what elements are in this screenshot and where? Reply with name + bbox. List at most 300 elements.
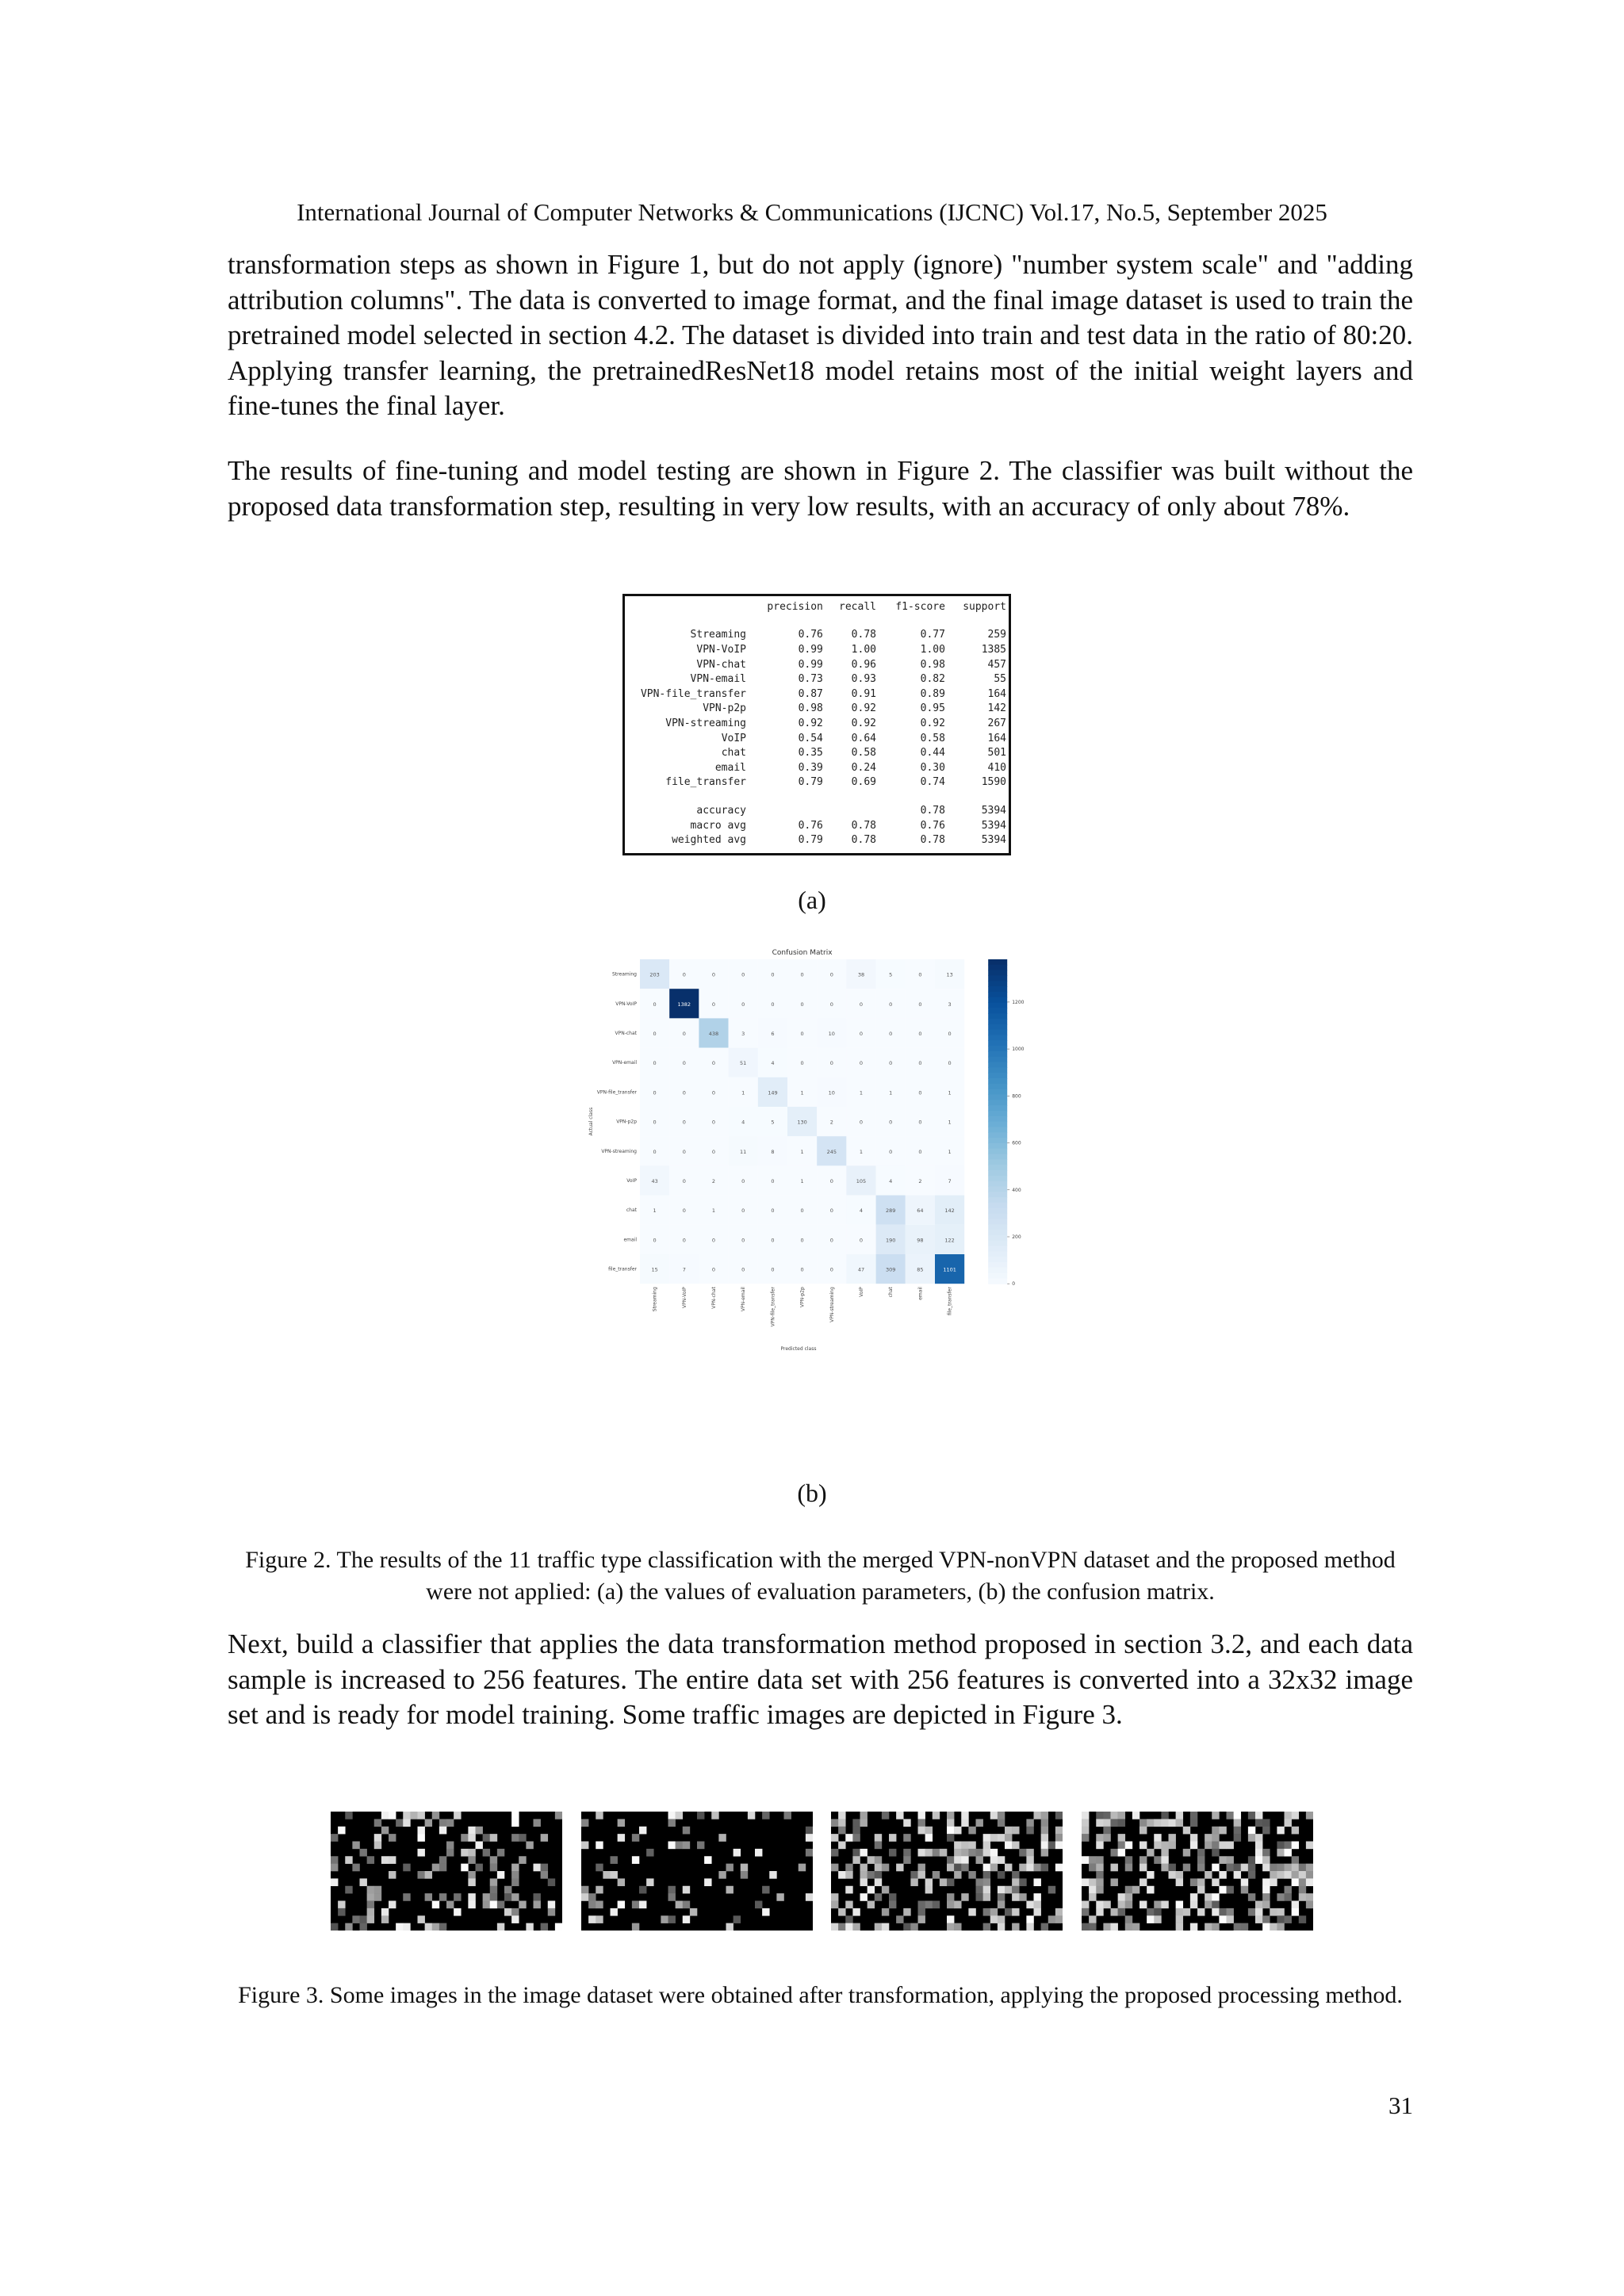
report-header-recall: recall [839,600,876,613]
traffic-pixel [1285,1842,1292,1850]
cell-value-label: 0 [771,971,775,978]
traffic-pixel [838,1908,845,1916]
traffic-pixel [1089,1915,1096,1923]
traffic-pixel [806,1827,813,1835]
traffic-pixel [1111,1812,1118,1820]
report-row-f1: 0.77 [920,629,945,641]
traffic-pixel [555,1923,562,1931]
traffic-pixel [1055,1827,1063,1835]
traffic-pixel [360,1878,367,1886]
traffic-pixel [1111,1923,1118,1931]
traffic-pixel [1103,1812,1110,1820]
traffic-pixel [1285,1819,1292,1827]
traffic-pixel [933,1871,940,1879]
traffic-pixel [882,1908,889,1916]
traffic-pixel [483,1834,490,1842]
traffic-pixel [1118,1834,1125,1842]
report-row-label: VPN-p2p [703,702,746,715]
traffic-pixel [526,1842,533,1850]
traffic-pixel [618,1878,625,1886]
traffic-pixel [1147,1886,1154,1894]
traffic-pixel [490,1878,497,1886]
cell-value-label: 0 [653,1089,657,1096]
traffic-pixel [1055,1812,1063,1820]
colorbar-segment [988,1192,1007,1197]
traffic-pixel [1270,1923,1277,1931]
traffic-pixel [381,1812,389,1820]
cell-value-label: 1 [948,1148,952,1155]
traffic-pixel [1111,1819,1118,1827]
traffic-pixel [1234,1827,1241,1835]
traffic-pixel [581,1842,588,1850]
traffic-pixel [954,1849,961,1857]
cell-value-label: 64 [917,1207,924,1215]
report-row-label: accuracy [696,804,746,817]
report-row-label: weighted avg [672,834,746,847]
traffic-pixel [446,1849,454,1857]
traffic-pixel [389,1834,396,1842]
traffic-pixel [1147,1908,1154,1916]
cell-value-label: 0 [859,1031,864,1037]
cell-value-label: 0 [948,1031,952,1037]
traffic-pixel [403,1819,410,1827]
report-row-recall: 0.64 [851,732,876,744]
traffic-pixel [1125,1842,1132,1850]
colorbar-segment [988,1019,1007,1024]
traffic-pixel [1169,1871,1176,1879]
traffic-pixel [1041,1864,1048,1872]
report-row-recall: 1.00 [851,643,876,656]
traffic-pixel [889,1901,896,1909]
traffic-pixel [1212,1864,1219,1872]
colorbar-segment [988,1111,1007,1116]
traffic-pixel [947,1856,954,1864]
traffic-pixel [534,1893,541,1901]
traffic-pixel [439,1893,446,1901]
colorbar-segment [988,959,1007,965]
traffic-pixel [611,1908,618,1916]
traffic-pixel [933,1812,940,1820]
traffic-pixel [947,1915,954,1923]
report-row-f1: 1.00 [920,643,945,656]
traffic-pixel [831,1893,838,1901]
report-body [625,614,1009,848]
traffic-pixel [1292,1864,1299,1872]
traffic-pixel [1118,1819,1125,1827]
traffic-pixel [1277,1842,1284,1850]
traffic-pixel [1306,1878,1313,1886]
cell-value-label: 0 [918,1031,922,1037]
cell-value-label: 0 [741,1266,745,1273]
traffic-pixel [588,1893,596,1901]
report-row-f1: 0.89 [920,687,945,700]
traffic-pixel [668,1886,676,1894]
y-tick-label: file_transfer [608,1266,637,1272]
traffic-pixel [534,1901,541,1909]
traffic-pixel [1176,1819,1183,1827]
traffic-pixel [374,1819,381,1827]
traffic-pixel [1154,1915,1161,1923]
report-row [625,628,1009,643]
traffic-pixel [1285,1871,1292,1879]
report-row-precision: 0.87 [798,687,823,700]
cell-value-label: 0 [682,1148,686,1155]
traffic-pixel [1118,1908,1125,1916]
traffic-pixel [1154,1908,1161,1916]
traffic-pixel [1285,1886,1292,1894]
traffic-pixel [976,1849,983,1857]
traffic-image-2-pixels [581,1812,813,1931]
traffic-pixel [947,1819,954,1827]
colorbar-segment [988,1159,1007,1165]
traffic-pixel [998,1856,1005,1864]
traffic-pixel [1212,1908,1219,1916]
report-row-precision: 0.76 [798,629,823,641]
traffic-pixel [338,1827,345,1835]
traffic-pixel [983,1878,990,1886]
traffic-pixel [860,1893,868,1901]
colorbar-segment [988,997,1007,1003]
cell-value-label: 0 [682,1178,686,1184]
body-paragraph-1: transformation steps as shown in Figure 1, but do not apply (ignore) "number system scale" and "adding attribution columns". The data is converted to image format, and the final image dataset is used to train the pretrained model selected in section 4.2. The dataset is divided into train and test data in the ratio of 80:20. Applying transfer learning, the pretrainedResNet18 model retains most of the initial weight layers and fine-tunes the final layer. [228,249,1413,421]
traffic-pixel [1241,1864,1248,1872]
traffic-pixel [1019,1878,1026,1886]
traffic-pixel [683,1886,690,1894]
report-spacer-cell [625,790,1009,803]
traffic-pixel [776,1893,783,1901]
traffic-pixel [490,1893,497,1901]
traffic-pixel [1176,1915,1183,1923]
traffic-pixel [860,1812,868,1820]
traffic-pixel [1012,1893,1019,1901]
traffic-pixel [367,1893,374,1901]
colorbar-segment [988,1067,1007,1073]
traffic-pixel [954,1923,961,1931]
traffic-pixel [381,1915,389,1923]
traffic-image-1-pixels [331,1812,562,1931]
traffic-pixel [947,1878,954,1886]
traffic-pixel [1190,1812,1197,1820]
traffic-pixel [990,1856,998,1864]
traffic-pixel [831,1834,838,1842]
colorbar-segment [988,975,1007,981]
traffic-pixel [1190,1893,1197,1901]
traffic-pixel [1096,1908,1103,1916]
cell-value-label: 1 [741,1089,745,1096]
traffic-pixel [1219,1827,1226,1835]
cell-value-label: 1 [800,1148,804,1155]
traffic-pixel [925,1901,933,1909]
traffic-pixel [1212,1842,1219,1850]
traffic-pixel [331,1864,338,1872]
cell-value-label: 1 [889,1089,893,1096]
cell-value-label: 0 [653,1119,657,1126]
cell-value-label: 1 [800,1178,804,1184]
traffic-pixel [1012,1908,1019,1916]
traffic-pixel [548,1901,555,1909]
traffic-pixel [1190,1901,1197,1909]
colorbar-segment [988,1170,1007,1176]
traffic-pixel [968,1842,975,1850]
traffic-pixel [534,1819,541,1827]
traffic-pixel [998,1893,1005,1901]
traffic-pixel [1125,1915,1132,1923]
traffic-pixel [519,1901,526,1909]
traffic-pixel [910,1871,917,1879]
traffic-pixel [838,1842,845,1850]
traffic-pixel [1161,1856,1168,1864]
cell-value-label: 203 [649,971,660,978]
traffic-pixel [1118,1812,1125,1820]
traffic-pixel [845,1834,852,1842]
traffic-pixel [639,1827,646,1835]
traffic-pixel [1012,1886,1019,1894]
y-tick-label: VPN-email [612,1060,637,1066]
report-row-support: 142 [987,702,1006,715]
colorbar-segment [988,1138,1007,1143]
traffic-pixel [389,1871,396,1879]
cell-value-label: 47 [857,1266,865,1273]
traffic-pixel [345,1886,352,1894]
traffic-pixel [1089,1856,1096,1864]
traffic-pixel [632,1901,639,1909]
traffic-pixel [947,1834,954,1842]
traffic-pixel [1082,1908,1089,1916]
traffic-pixel [925,1878,933,1886]
cell-value-label: 5 [771,1119,775,1126]
traffic-pixel [852,1923,860,1931]
traffic-pixel [860,1878,868,1886]
traffic-pixel [588,1901,596,1909]
traffic-pixel [1041,1827,1048,1835]
traffic-pixel [1277,1908,1284,1916]
traffic-pixel [961,1812,968,1820]
report-row-label: VPN-VoIP [696,643,746,656]
traffic-pixel [918,1908,925,1916]
traffic-pixel [968,1827,975,1835]
traffic-pixel [497,1871,504,1879]
cell-value-label: 0 [741,1001,745,1008]
traffic-pixel [1041,1842,1048,1850]
traffic-pixel [504,1886,511,1894]
cell-value-label: 0 [771,1266,775,1273]
cell-value-label: 309 [885,1266,896,1273]
colorbar-segment [988,992,1007,997]
colorbar-segment [988,1203,1007,1208]
cell-value-label: 8 [771,1148,775,1155]
traffic-pixel [511,1871,519,1879]
traffic-pixel [1082,1819,1089,1827]
traffic-pixel [1139,1864,1147,1872]
cell-value-label: 0 [800,971,804,978]
cell-value-label: 0 [800,1031,804,1037]
traffic-pixel [1219,1908,1226,1916]
traffic-pixel [1082,1834,1089,1842]
traffic-pixel [1277,1849,1284,1857]
traffic-pixel [1089,1886,1096,1894]
traffic-pixel [1285,1849,1292,1857]
traffic-pixel [519,1856,526,1864]
traffic-pixel [838,1871,845,1879]
traffic-pixel [611,1856,618,1864]
traffic-pixel [1255,1901,1262,1909]
traffic-pixel [1026,1856,1033,1864]
y-axis-label: Actual class [588,1107,594,1136]
report-row-precision: 0.79 [798,834,823,847]
report-row [625,642,1009,657]
cell-value-label: 149 [768,1089,778,1096]
y-tick-label: VPN-file_transfer [596,1089,637,1096]
traffic-pixel [1248,1871,1255,1879]
traffic-pixel [1277,1923,1284,1931]
traffic-pixel [1012,1878,1019,1886]
traffic-pixel [961,1849,968,1857]
traffic-pixel [646,1878,653,1886]
traffic-pixel [1197,1886,1205,1894]
traffic-pixel [918,1812,925,1820]
traffic-pixel [683,1915,690,1923]
cell-value-label: 0 [711,971,716,978]
traffic-pixel [1125,1864,1132,1872]
traffic-pixel [918,1864,925,1872]
report-row-label: VPN-file_transfer [640,687,746,700]
traffic-pixel [511,1819,519,1827]
traffic-pixel [940,1878,947,1886]
traffic-pixel [998,1915,1005,1923]
traffic-pixel [845,1886,852,1894]
y-tick-label: email [623,1237,637,1243]
x-axis-label: Predicted class [780,1346,817,1353]
traffic-pixel [998,1819,1005,1827]
cell-value-label: 0 [918,1060,922,1067]
traffic-pixel [1285,1893,1292,1901]
traffic-pixel [1299,1886,1306,1894]
report-row-support: 164 [987,732,1006,744]
report-row-f1: 0.78 [920,834,945,847]
traffic-pixel [596,1812,603,1820]
traffic-pixel [418,1827,425,1835]
report-row-precision: 0.98 [798,702,823,715]
traffic-pixel [1082,1827,1089,1835]
traffic-pixel [396,1819,403,1827]
colorbar-tick-label: 600 [1012,1140,1021,1146]
traffic-pixel [1005,1864,1012,1872]
traffic-pixel [683,1901,690,1909]
traffic-pixel [769,1871,776,1879]
traffic-pixel [1227,1812,1234,1820]
report-row-precision [749,803,825,818]
traffic-pixel [639,1901,646,1909]
traffic-pixel [954,1864,961,1872]
cell-value-label: 0 [800,1266,804,1273]
traffic-pixel [1241,1878,1248,1886]
traffic-pixel [468,1834,475,1842]
traffic-pixel [439,1923,446,1931]
report-header-support: support [963,600,1006,613]
report-spacer-row [625,614,1009,628]
traffic-pixel [1034,1908,1041,1916]
traffic-pixel [838,1819,845,1827]
traffic-pixel [889,1849,896,1857]
traffic-pixel [1103,1827,1110,1835]
traffic-pixel [733,1849,741,1857]
colorbar-segment [988,1030,1007,1035]
colorbar-segment [988,1008,1007,1013]
traffic-pixel [875,1923,882,1931]
traffic-pixel [1048,1886,1055,1894]
traffic-pixel [367,1886,374,1894]
traffic-pixel [976,1886,983,1894]
traffic-pixel [903,1849,910,1857]
traffic-pixel [968,1849,975,1857]
report-row [625,657,1009,672]
traffic-pixel [1227,1908,1234,1916]
traffic-pixel [548,1908,555,1916]
traffic-pixel [1183,1849,1190,1857]
colorbar-tick-label: 200 [1012,1234,1021,1240]
traffic-pixel [998,1901,1005,1909]
traffic-pixel [1012,1871,1019,1879]
traffic-pixel [1262,1819,1270,1827]
page-number: 31 [1388,2091,1413,2119]
traffic-pixel [868,1856,875,1864]
traffic-pixel [468,1856,475,1864]
traffic-pixel [875,1842,882,1850]
cell-value-label: 11 [740,1148,747,1155]
cell-value-label: 0 [711,1089,716,1096]
traffic-pixel [762,1812,769,1820]
traffic-pixel [1292,1842,1299,1850]
traffic-pixel [519,1834,526,1842]
colorbar-segment [988,1230,1007,1235]
report-row-support: 1590 [981,776,1006,789]
traffic-pixel [1306,1901,1313,1909]
traffic-pixel [1205,1834,1212,1842]
colorbar-segment [988,970,1007,976]
traffic-pixel [504,1908,511,1916]
report-row [625,818,1009,833]
traffic-pixel [461,1864,468,1872]
traffic-pixel [1299,1915,1306,1923]
traffic-pixel [367,1908,374,1916]
traffic-pixel [1111,1864,1118,1872]
traffic-pixel [1012,1827,1019,1835]
traffic-pixel [1234,1864,1241,1872]
cell-value-label: 0 [800,1060,804,1067]
traffic-pixel [511,1864,519,1872]
traffic-pixel [918,1849,925,1857]
report-row-label: VPN-chat [696,658,746,671]
traffic-pixel [1082,1812,1089,1820]
traffic-pixel [1306,1864,1313,1872]
traffic-pixel [1176,1908,1183,1916]
traffic-pixel [998,1812,1005,1820]
traffic-pixel [983,1908,990,1916]
traffic-pixel [711,1812,718,1820]
traffic-pixel [668,1812,676,1820]
traffic-pixel [668,1915,676,1923]
traffic-pixel [755,1849,762,1857]
traffic-pixel [1125,1856,1132,1864]
cell-value-label: 0 [829,971,833,978]
traffic-pixel [845,1915,852,1923]
colorbar-segment [988,1257,1007,1262]
traffic-pixel [1197,1878,1205,1886]
traffic-pixel [403,1864,410,1872]
colorbar-segment [988,1219,1007,1224]
traffic-pixel [925,1827,933,1835]
cell-value-label: 0 [711,1119,716,1126]
